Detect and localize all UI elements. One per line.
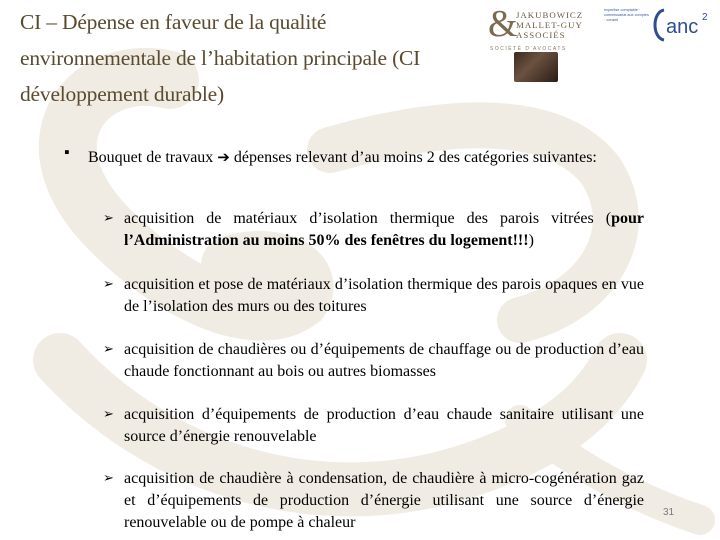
arrowhead-bullet-icon: ➢ — [103, 211, 114, 226]
arrowhead-bullet-icon: ➢ — [103, 277, 114, 292]
anc-superscript: 2 — [702, 12, 708, 23]
list-item: acquisition de chaudière à condensation, de chaudière à micro-cogénération gaz et d’équipements de production d’énergie utilisant une source d’énergie renouvelable ou de pompe à chaleur — [124, 470, 644, 531]
slide-title: CI – Dépense en faveur de la qualité environnementale de l’habitation principale (CI développement durable) — [20, 10, 421, 106]
page-number: 31 — [663, 507, 675, 518]
law-firm-logo — [486, 3, 596, 54]
list-item: acquisition d’équipements de production d’eau chaude sanitaire utilisant une source d’énergie renouvelable — [124, 406, 644, 445]
anc-text: anc — [666, 16, 699, 38]
list-item-emphasis: pour l’Administration au moins 50% des fenêtres du logement!!! — [124, 210, 644, 249]
firm-subline: SOCIÉTÉ D’AVOCATS — [490, 46, 567, 52]
list-item: acquisition et pose de matériaux d’isolation thermique des parois opaques en vue de l’isolation des murs ou des toitures — [124, 276, 644, 315]
lead-text: dépenses relevant d’au moins 2 des catégories suivantes: — [229, 149, 597, 166]
arrowhead-bullet-icon: ➢ — [103, 342, 114, 357]
firm-name-line: ASSOCIÉS — [516, 30, 566, 40]
header-logos — [486, 4, 716, 84]
lead-text: Bouquet de travaux — [88, 149, 218, 166]
firm-name-line: MALLET-GUY — [516, 20, 583, 30]
partner-blurb: expertise comptable · commissariat aux comptes · conseil — [604, 8, 649, 22]
list-item-text: ) — [528, 232, 534, 249]
firm-name — [516, 10, 583, 40]
portrait-photo — [514, 52, 558, 82]
list-item — [124, 208, 644, 252]
anc-logo-icon — [650, 6, 714, 44]
arrow-right-icon: ➔ — [217, 148, 230, 166]
arrowhead-bullet-icon: ➢ — [103, 407, 114, 422]
list-item: acquisition de chaudières ou d’équipements de chauffage ou de production d’eau chaude fonctionnant au bois ou autres biomasses — [124, 341, 644, 380]
square-bullet-icon: ▪ — [64, 144, 70, 161]
ampersand-logo-icon: & — [488, 3, 518, 45]
lead-paragraph — [88, 146, 648, 169]
list-item-text: acquisition de matériaux d’isolation thermique des parois vitrées ( — [124, 210, 612, 227]
arrowhead-bullet-icon: ➢ — [103, 471, 114, 486]
firm-name-line: JAKUBOWICZ — [516, 10, 584, 20]
